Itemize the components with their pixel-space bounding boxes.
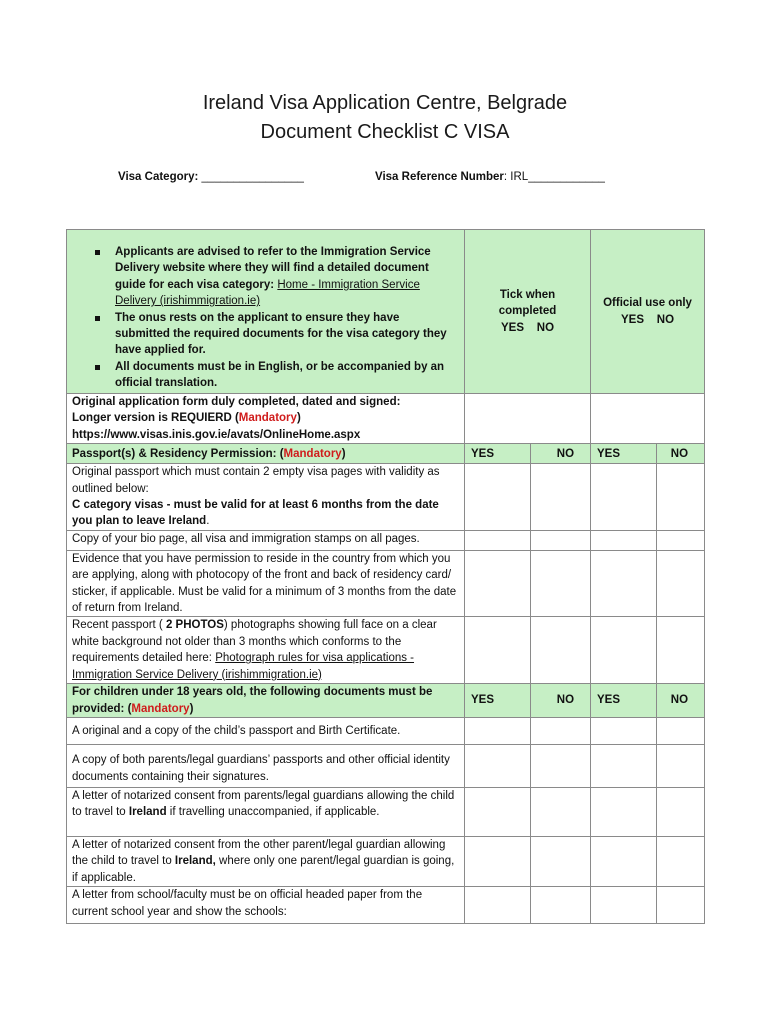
parents-ids-text: A copy of both parents/legal guardians’ passports and other official identity documents containing their signatures.	[67, 744, 465, 787]
paren: )	[296, 412, 301, 425]
tick-header-line-2: completed	[498, 305, 557, 318]
bio-page-text: Copy of your bio page, all visa and immigration stamps on all pages.	[67, 530, 465, 550]
visa-reference-field	[375, 171, 605, 183]
tick-no-cell[interactable]	[531, 787, 591, 836]
tick-when-completed-header	[465, 230, 591, 394]
residence-text: Evidence that you have permission to reside in the country from which you are applying, along with photocopy of the front and back of residency card/ sticker, if applicable. Must be valid for a minimum of 3 months from the date of return from Ireland.	[67, 550, 465, 617]
other-parent-text: A letter of notarized consent from the other parent/legal guardian allowing the child to travel to	[72, 838, 446, 868]
online-application-url[interactable]: https://www.visas.inis.gov.ie/avats/OnlineHome.aspx	[72, 428, 361, 441]
official-no-cell[interactable]	[657, 530, 705, 550]
document-title	[0, 89, 770, 147]
visa-reference-label: Visa Reference Number	[375, 171, 504, 183]
tick-yes-cell[interactable]	[465, 530, 531, 550]
intro-bullet-1-text: Applicants are advised to refer to the Immigration Service Delivery website where they will find a detailed document guide for each visa category:	[115, 246, 431, 291]
title-line-1: Ireland Visa Application Centre, Belgrade	[202, 92, 568, 114]
passport-validity-text: C category visas - must be valid for at least 6 months from the date you plan to leave Ireland	[72, 499, 439, 528]
checklist-table	[66, 229, 705, 924]
ireland-text: Ireland	[128, 806, 167, 819]
official-no-header: NO	[657, 684, 705, 718]
tick-no-cell[interactable]	[531, 836, 591, 886]
tick-yes-cell[interactable]	[465, 887, 531, 924]
photos-text: Recent passport (	[72, 619, 163, 632]
intro-bullet-3: All documents must be in English, or be accompanied by an official translation.	[115, 359, 456, 392]
mandatory-tag: Mandatory	[131, 702, 190, 715]
application-form-cell	[67, 394, 465, 444]
official-no-header: NO	[657, 444, 705, 464]
intro-row	[67, 230, 705, 394]
photos-count: 2 PHOTOS	[162, 619, 224, 632]
checklist-row-child-passport	[67, 717, 705, 744]
checklist-row-other-parent-consent	[67, 836, 705, 886]
children-section-text: For children under 18 years old, the following documents must be provided: (	[72, 686, 433, 715]
official-no-cell[interactable]	[657, 617, 705, 684]
tick-yes-cell[interactable]	[465, 836, 531, 886]
photograph-rules-link[interactable]: Photograph rules for visa applications - Immigration Service Delivery (irishimmigration.ie)	[72, 652, 415, 681]
official-no-cell[interactable]	[657, 836, 705, 886]
official-no-cell[interactable]	[657, 887, 705, 924]
tick-no-header: NO	[531, 684, 591, 718]
official-no-cell[interactable]	[657, 787, 705, 836]
passport-section-heading	[67, 444, 465, 464]
checklist-row-bio-page	[67, 530, 705, 550]
visa-category-field	[118, 171, 304, 183]
tick-no-cell[interactable]	[531, 717, 591, 744]
visa-category-label: Visa Category	[118, 171, 195, 183]
tick-yes-cell[interactable]	[465, 744, 531, 787]
visa-category-blank[interactable]: ________________	[198, 171, 304, 183]
official-no-cell[interactable]	[657, 464, 705, 531]
official-no-cell[interactable]	[657, 717, 705, 744]
official-yes-cell[interactable]	[591, 530, 657, 550]
application-form-line-1: Original application form duly completed, dated and signed:	[72, 396, 401, 408]
photos-text-2: ) photographs showing full face on a clear white background not older than 3 months which conforms to the requirements detailed here:	[72, 619, 437, 665]
tick-no-cell[interactable]	[531, 887, 591, 924]
tick-yes-header: YES	[465, 684, 531, 718]
longer-version-text: Longer version is REQUIERD (	[72, 412, 239, 425]
children-section-row	[67, 684, 705, 718]
application-form-official-cell[interactable]	[591, 394, 705, 444]
intro-bullet-2: The onus rests on the applicant to ensure they have submitted the required documents for the visa category they have applied for.	[115, 310, 456, 359]
checklist-row-school-letter	[67, 887, 705, 924]
tick-yes-cell[interactable]	[465, 550, 531, 617]
passport-section-row	[67, 444, 705, 464]
notarized-consent-cell	[67, 787, 465, 836]
application-form-row	[67, 394, 705, 444]
official-yes-cell[interactable]	[591, 836, 657, 886]
official-yes-cell[interactable]	[591, 550, 657, 617]
paren: )	[189, 702, 194, 715]
immigration-website-link[interactable]: Home - Immigration Service Delivery (irishimmigration.ie)	[115, 278, 420, 308]
official-header-line-1: Official use only	[603, 297, 692, 310]
official-yes-cell[interactable]	[591, 717, 657, 744]
checklist-row-parents-ids	[67, 744, 705, 787]
official-no-cell[interactable]	[657, 550, 705, 617]
photos-cell	[67, 617, 465, 684]
official-yes-header: YES	[591, 684, 657, 718]
official-header-yes-no: YES NO	[621, 313, 675, 326]
mandatory-tag: Mandatory	[283, 447, 342, 460]
tick-yes-cell[interactable]	[465, 717, 531, 744]
tick-yes-header: YES	[465, 444, 531, 464]
intro-cell	[67, 230, 465, 394]
passport-section-text: Passport(s) & Residency Permission: (	[72, 447, 284, 460]
official-yes-cell[interactable]	[591, 787, 657, 836]
mandatory-tag: Mandatory	[238, 412, 297, 425]
official-yes-cell[interactable]	[591, 617, 657, 684]
intro-bullet-1	[115, 244, 456, 310]
other-parent-text-2: where only one parent/legal guardian is going, if applicable.	[72, 855, 455, 884]
children-section-heading	[67, 684, 465, 718]
child-passport-text: A original and a copy of the child’s passport and Birth Certificate.	[67, 717, 465, 744]
official-use-header	[591, 230, 705, 394]
tick-no-cell[interactable]	[531, 530, 591, 550]
tick-no-cell[interactable]	[531, 464, 591, 531]
tick-yes-cell[interactable]	[465, 787, 531, 836]
paren: )	[341, 447, 346, 460]
application-form-tick-cell[interactable]	[465, 394, 591, 444]
consent-text-2: if travelling unaccompanied, if applicable.	[166, 806, 380, 819]
period: .	[206, 515, 210, 528]
intro-list	[95, 244, 456, 392]
tick-header-yes-no: YES NO	[500, 321, 555, 334]
official-yes-cell[interactable]	[591, 744, 657, 787]
official-yes-cell[interactable]	[591, 887, 657, 924]
title-line-2: Document Checklist C VISA	[260, 121, 510, 143]
consent-text: A letter of notarized consent from parents/legal guardians allowing the child to travel to	[72, 789, 455, 819]
tick-no-header: NO	[531, 444, 591, 464]
tick-header-line-1: Tick when	[499, 288, 556, 301]
school-letter-text: A letter from school/faculty must be on official headed paper from the current school year and show the schools:	[67, 887, 465, 924]
visa-reference-value[interactable]: : IRL____________	[503, 171, 605, 183]
tick-yes-cell[interactable]	[465, 464, 531, 531]
checklist-row-notarized-consent	[67, 787, 705, 836]
passport-text: Original passport which must contain 2 empty visa pages with validity as outlined below:	[72, 466, 440, 495]
passport-cell	[67, 464, 465, 531]
visa-category-colon: :	[194, 171, 199, 183]
tick-no-cell[interactable]	[531, 617, 591, 684]
application-form-line-2	[72, 410, 459, 426]
ireland-text: Ireland,	[174, 855, 216, 868]
tick-no-cell[interactable]	[531, 744, 591, 787]
checklist-row-passport	[67, 464, 705, 531]
checklist-row-residence	[67, 550, 705, 617]
official-no-cell[interactable]	[657, 744, 705, 787]
tick-yes-cell[interactable]	[465, 617, 531, 684]
official-yes-header: YES	[591, 444, 657, 464]
official-yes-cell[interactable]	[591, 464, 657, 531]
checklist-row-photos	[67, 617, 705, 684]
other-parent-consent-cell	[67, 836, 465, 886]
tick-no-cell[interactable]	[531, 550, 591, 617]
